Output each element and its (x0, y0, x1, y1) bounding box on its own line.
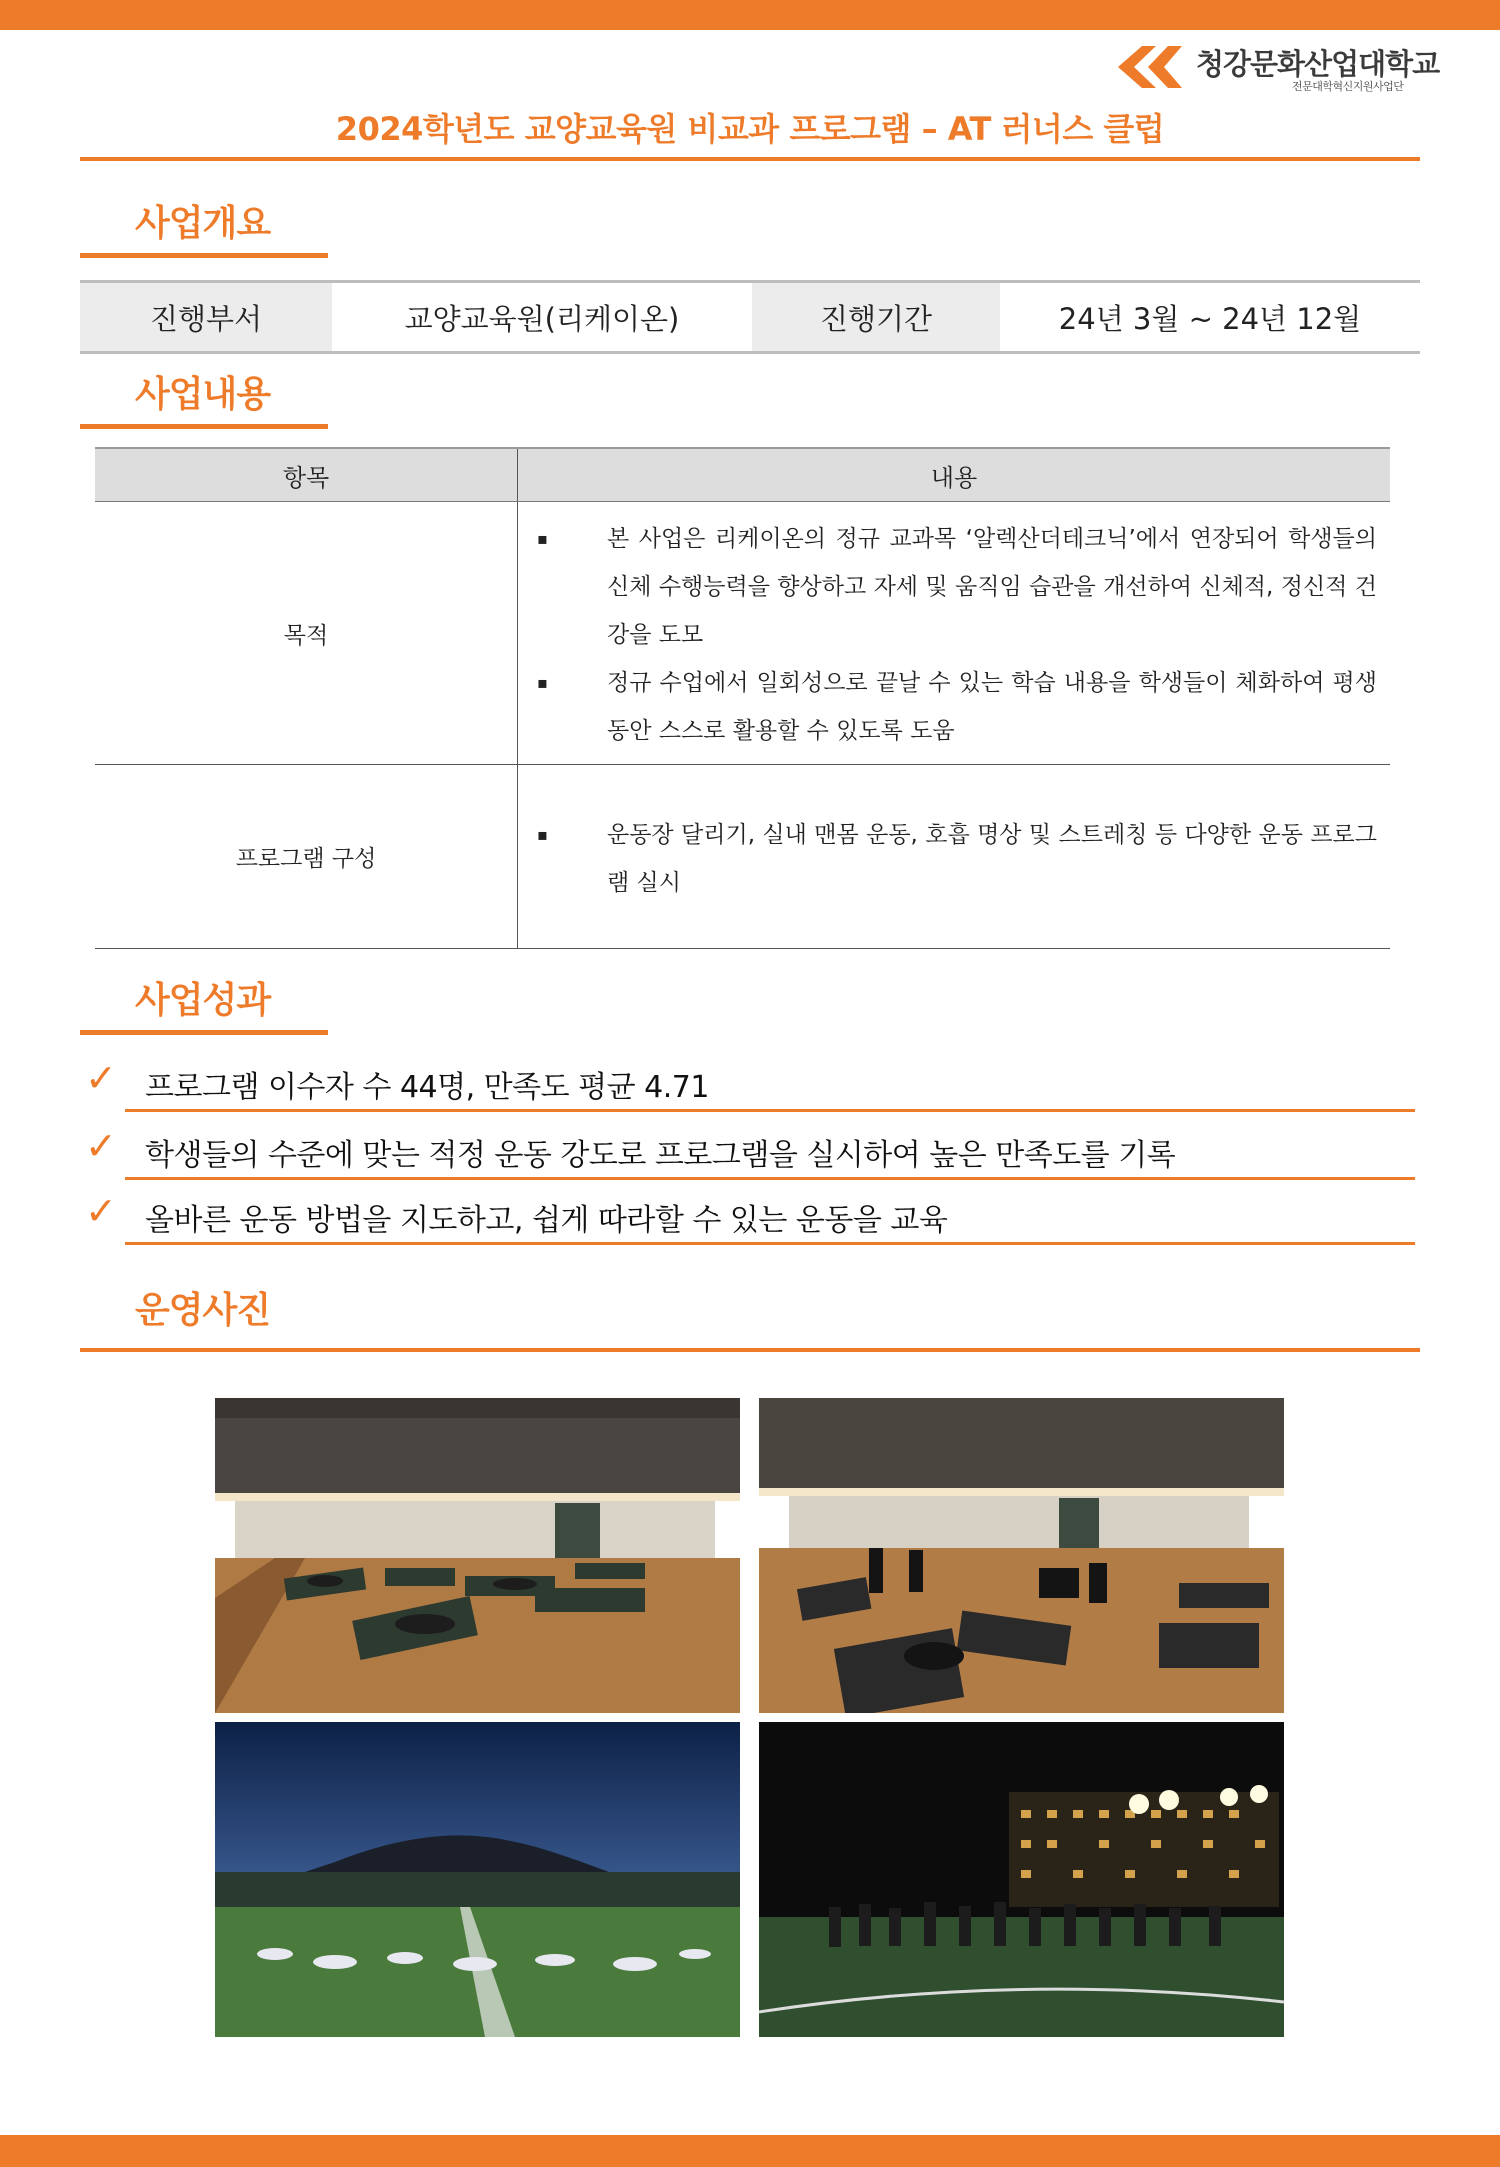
photo-outdoor-twilight-stretching (215, 1722, 740, 2037)
result-underline (125, 1109, 1415, 1112)
column-header-content: 내용 (518, 448, 1391, 502)
page-title: 2024학년도 교양교육원 비교과 프로그램 – AT 러너스 클럽 (335, 110, 1165, 148)
section-content (80, 366, 330, 417)
section-results (80, 972, 330, 1023)
result-text: 프로그램 이수자 수 44명, 만족도 평균 4.71 (145, 1070, 709, 1105)
section-title: 사업성과 (135, 980, 271, 1021)
section-underline (80, 1030, 328, 1035)
list-item: ▪ 운동장 달리기, 실내 맨몸 운동, 호흡 명상 및 스트레칭 등 다양한 운동 프로그램 실시 (537, 811, 1377, 907)
section-title: 운영사진 (135, 1290, 271, 1331)
ck-logo-icon (1112, 42, 1188, 92)
photo-indoor-partner-exercise (759, 1398, 1284, 1713)
logo-subtitle: 전문대학혁신지원사업단 (1292, 80, 1404, 93)
list-item: ▪ 정규 수업에서 일회성으로 끝날 수 있는 학습 내용을 학생들이 체화하여 평생동안 스스로 활용할 수 있도록 도움 (537, 659, 1377, 755)
result-underline (125, 1242, 1415, 1245)
section-title: 사업개요 (135, 203, 271, 244)
photo-outdoor-night-group (759, 1722, 1284, 2037)
check-icon: ✓ (85, 1056, 117, 1100)
section-underline (80, 1348, 1420, 1352)
list-item: ▪ 본 사업은 리케이온의 정규 교과목 ‘알렉산더테크닉’에서 연장되어 학생들의 신체 수행능력을 향상하고 자세 및 움직임 습관을 개선하여 신체적, 정신적 건강을 도모 (537, 515, 1377, 659)
university-logo (1112, 42, 1440, 94)
section-overview (80, 195, 330, 246)
row-content (518, 765, 1391, 949)
section-underline (80, 253, 328, 258)
column-header-item: 항목 (95, 448, 518, 502)
top-accent-bar (0, 0, 1500, 30)
bullet-list (519, 799, 1389, 915)
period-value: 24년 3월 ~ 24년 12월 (1058, 301, 1362, 336)
period-label: 진행기간 (752, 283, 1000, 351)
result-text: 올바른 운동 방법을 지도하고, 쉽게 따라할 수 있는 운동을 교육 (145, 1203, 948, 1238)
logo-name: 청강문화산업대학교 (1196, 47, 1440, 81)
section-title: 사업내용 (135, 374, 271, 415)
check-icon: ✓ (85, 1124, 117, 1168)
bottom-accent-bar (0, 2135, 1500, 2167)
result-item (85, 1122, 1415, 1180)
row-content (518, 502, 1391, 765)
dept-value: 교양교육원(리케이온) (404, 301, 680, 336)
row-item-purpose: 목적 (95, 502, 518, 765)
row-item-composition: 프로그램 구성 (95, 765, 518, 949)
photo-indoor-floor-exercise (215, 1398, 740, 1713)
result-item (85, 1054, 1415, 1112)
result-text: 학생들의 수준에 맞는 적정 운동 강도로 프로그램을 실시하여 높은 만족도를 기록 (145, 1138, 1176, 1173)
overview-table (80, 280, 1420, 354)
table-header-row (95, 448, 1390, 502)
content-table (95, 447, 1390, 949)
check-icon: ✓ (85, 1189, 117, 1233)
table-row (95, 765, 1390, 949)
result-item (85, 1187, 1415, 1245)
table-row (95, 502, 1390, 765)
section-photos (80, 1282, 330, 1333)
result-underline (125, 1177, 1415, 1180)
title-divider (80, 157, 1420, 161)
section-underline (80, 424, 328, 429)
bullet-list (519, 503, 1389, 763)
dept-label: 진행부서 (80, 283, 332, 351)
